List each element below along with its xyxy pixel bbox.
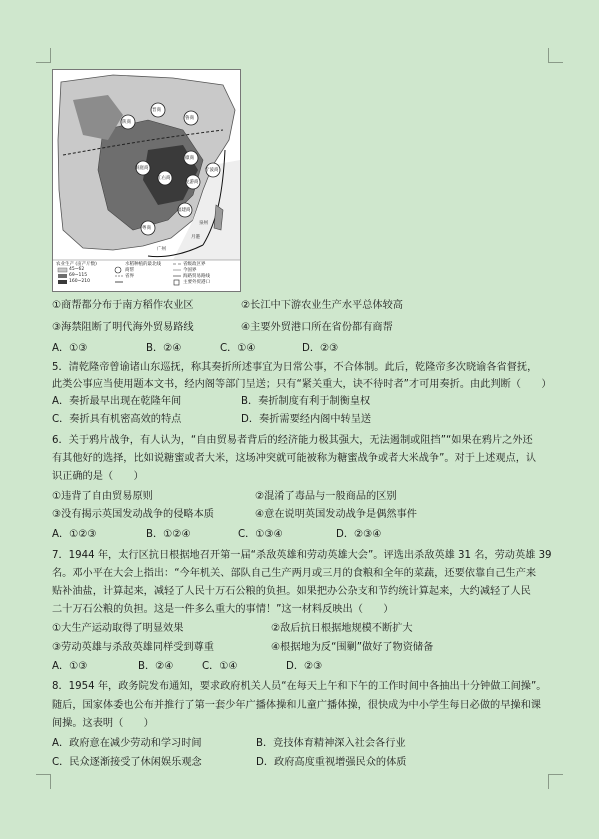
q8-choice-d: D．政府高度重视增强民众的体质 <box>256 757 407 768</box>
q6-stem-line-2: 有其他好的选择，比如说糖蜜或者大米，这场冲突就可能被称为糖蜜战争或者大米战争”。对于上述观点，认 <box>52 453 537 464</box>
map-legend-symbol-7: 主要外贸港口 <box>183 280 210 285</box>
q4-choice-d: D．②③ <box>302 343 339 354</box>
map-legend-symbol-3: 商帮 <box>125 268 134 273</box>
q6-choice-a: A．①②③ <box>52 529 97 540</box>
q7-choice-a: A．①③ <box>52 661 88 672</box>
q8-stem-line-3: 间操。这表明（ ） <box>52 718 154 729</box>
q7-stem-line-3: 贴补油盐，计算起来，减轻了人民十万石公粮的负担。如果把办公杂支和节约统计算起来，大约减轻了人民 <box>52 586 531 597</box>
q4-option-2: ②长江中下游农业生产水平总体较高 <box>241 300 403 311</box>
q8-choice-b: B．竞技体育精神深入社会各行业 <box>256 738 406 749</box>
map-label-yuegang: 月港 <box>191 235 200 240</box>
q7-choice-c: C．①④ <box>202 661 238 672</box>
q6-choice-b: B．①②④ <box>146 529 191 540</box>
q4-option-1: ①商帮都分布于南方稻作农业区 <box>52 300 194 311</box>
q5-choice-c: C．奏折具有机密高效的特点 <box>52 414 182 425</box>
map-label-longyou: 龙游商 <box>185 180 199 185</box>
q6-option-4: ④意在说明英国发动战争是偶然事件 <box>255 509 417 520</box>
q4-choice-a: A．①③ <box>52 343 88 354</box>
map-legend-symbol-5: 今国界 <box>183 268 197 273</box>
q7-choice-d: D．②③ <box>286 661 323 672</box>
map-label-jin: 晋商 <box>152 108 161 113</box>
map-legend-symbol-2: 省界 <box>125 274 134 279</box>
ming-merchant-map <box>52 69 241 292</box>
map-label-ningbo: 宁波商 <box>205 168 219 173</box>
q5-choice-a: A．奏折最早出现在乾隆年间 <box>52 396 182 407</box>
map-label-fujian: 福建商 <box>177 208 191 213</box>
map-graphic <box>53 70 240 291</box>
q6-choice-c: C．①③④ <box>238 529 283 540</box>
q7-option-1: ①大生产运动取得了明显效果 <box>52 623 184 634</box>
q8-choice-c: C．民众逐渐接受了休闲娱乐观念 <box>52 757 202 768</box>
q4-option-4: ④主要外贸港口所在省份都有商帮 <box>241 322 393 333</box>
q5-stem-line-1: 5．清乾隆帝曾谕诸山东巡抚，称其奏折所述事宜为日常公事，不合体制。此后，乾隆帝多次晓谕各省督抚， <box>52 362 538 373</box>
q4-choice-c: C．①④ <box>220 343 256 354</box>
q6-stem-line-1: 6．关于鸦片战争，有人认为，“自由贸易者背后的经济能力极其强大，无法遏制或阻挡”“如果在鸦片之外还 <box>52 435 533 446</box>
crop-mark-top-left <box>36 48 51 63</box>
q5-choice-d: D．奏折需要经内阁中转呈送 <box>241 414 372 425</box>
q5-stem-line-2: 此类公事应当使用题本文书，经内阁等部门呈送；只有“紧关重大，诀不待时者”才可用奏折。由此判断（ ） <box>52 379 552 390</box>
q6-stem-line-3: 识正确的是（ ） <box>52 471 144 482</box>
map-legend-title: 农业生产 (亩产斤数) <box>56 262 97 267</box>
map-legend-symbol-1: 水稻种植的最北线 <box>125 262 161 267</box>
q7-stem-line-2: 名。邓小平在大会上指出：“今年机关、部队自己生产两月或三月的食粮和全年的菜蔬，还要依靠自己生产来 <box>52 568 537 579</box>
map-label-hui: 徽商 <box>185 156 194 161</box>
crop-mark-bottom-left <box>36 774 51 789</box>
q7-choice-b: B．②④ <box>138 661 174 672</box>
map-label-dongting: 洞庭商 <box>135 166 149 171</box>
map-legend-item-3: 160~210 <box>69 279 90 284</box>
crop-mark-top-right <box>548 48 563 63</box>
q7-stem-line-1: 7．1944 年，太行区抗日根据地召开第一届“杀敌英雄和劳动英雄大会”。评选出杀敌英雄 31 名，劳动英雄 39 <box>52 550 552 561</box>
map-legend-symbol-6: 海路贸易路线 <box>183 274 210 279</box>
q8-stem-line-1: 8．1954 年，政务院发布通知，要求政府机关人员“在每天上午和下午的工作时间中各抽出十分钟做工间操”。 <box>52 681 547 692</box>
map-legend-item-1: 45~62 <box>69 267 85 272</box>
q7-option-4: ④根据地为反“围剿”做好了物资储备 <box>271 642 434 653</box>
q6-option-1: ①违背了自由贸易原则 <box>52 491 153 502</box>
q6-choice-d: D．②③④ <box>336 529 382 540</box>
map-legend-symbol-4: 省级政区界 <box>183 262 206 267</box>
q8-choice-a: A．政府意在减少劳动和学习时间 <box>52 738 202 749</box>
q8-stem-line-2: 随后，国家体委也公布并推行了第一套少年广播体操和儿童广播体操，很快成为中小学生每日必做的早操和课 <box>52 700 541 711</box>
q6-option-3: ③没有揭示英国发动战争的侵略本质 <box>52 509 214 520</box>
map-label-shaan: 陕商 <box>122 120 131 125</box>
q5-choice-b: B．奏折制度有利于制衡皇权 <box>241 396 371 407</box>
q6-option-2: ②混淆了毒品与一般商品的区别 <box>255 491 397 502</box>
q4-choice-b: B．②④ <box>146 343 182 354</box>
map-label-jiangyou: 江右商 <box>157 176 171 181</box>
map-label-guangzhou: 广州 <box>157 247 166 252</box>
map-label-quanzhou: 泉州 <box>199 221 208 226</box>
map-label-yue: 粤商 <box>142 226 151 231</box>
map-legend-item-2: 69~115 <box>69 273 88 278</box>
q4-option-3: ③海禁阻断了明代海外贸易路线 <box>52 322 194 333</box>
crop-mark-bottom-right <box>548 774 563 789</box>
q7-stem-line-4: 二十万石公粮的负担。这是一件多么重大的事情！”这一材料反映出（ ） <box>52 604 394 615</box>
map-label-lu: 鲁商 <box>185 116 194 121</box>
q7-option-3: ③劳动英雄与杀敌英雄同样受到尊重 <box>52 642 214 653</box>
q7-option-2: ②敌后抗日根据地规模不断扩大 <box>271 623 413 634</box>
